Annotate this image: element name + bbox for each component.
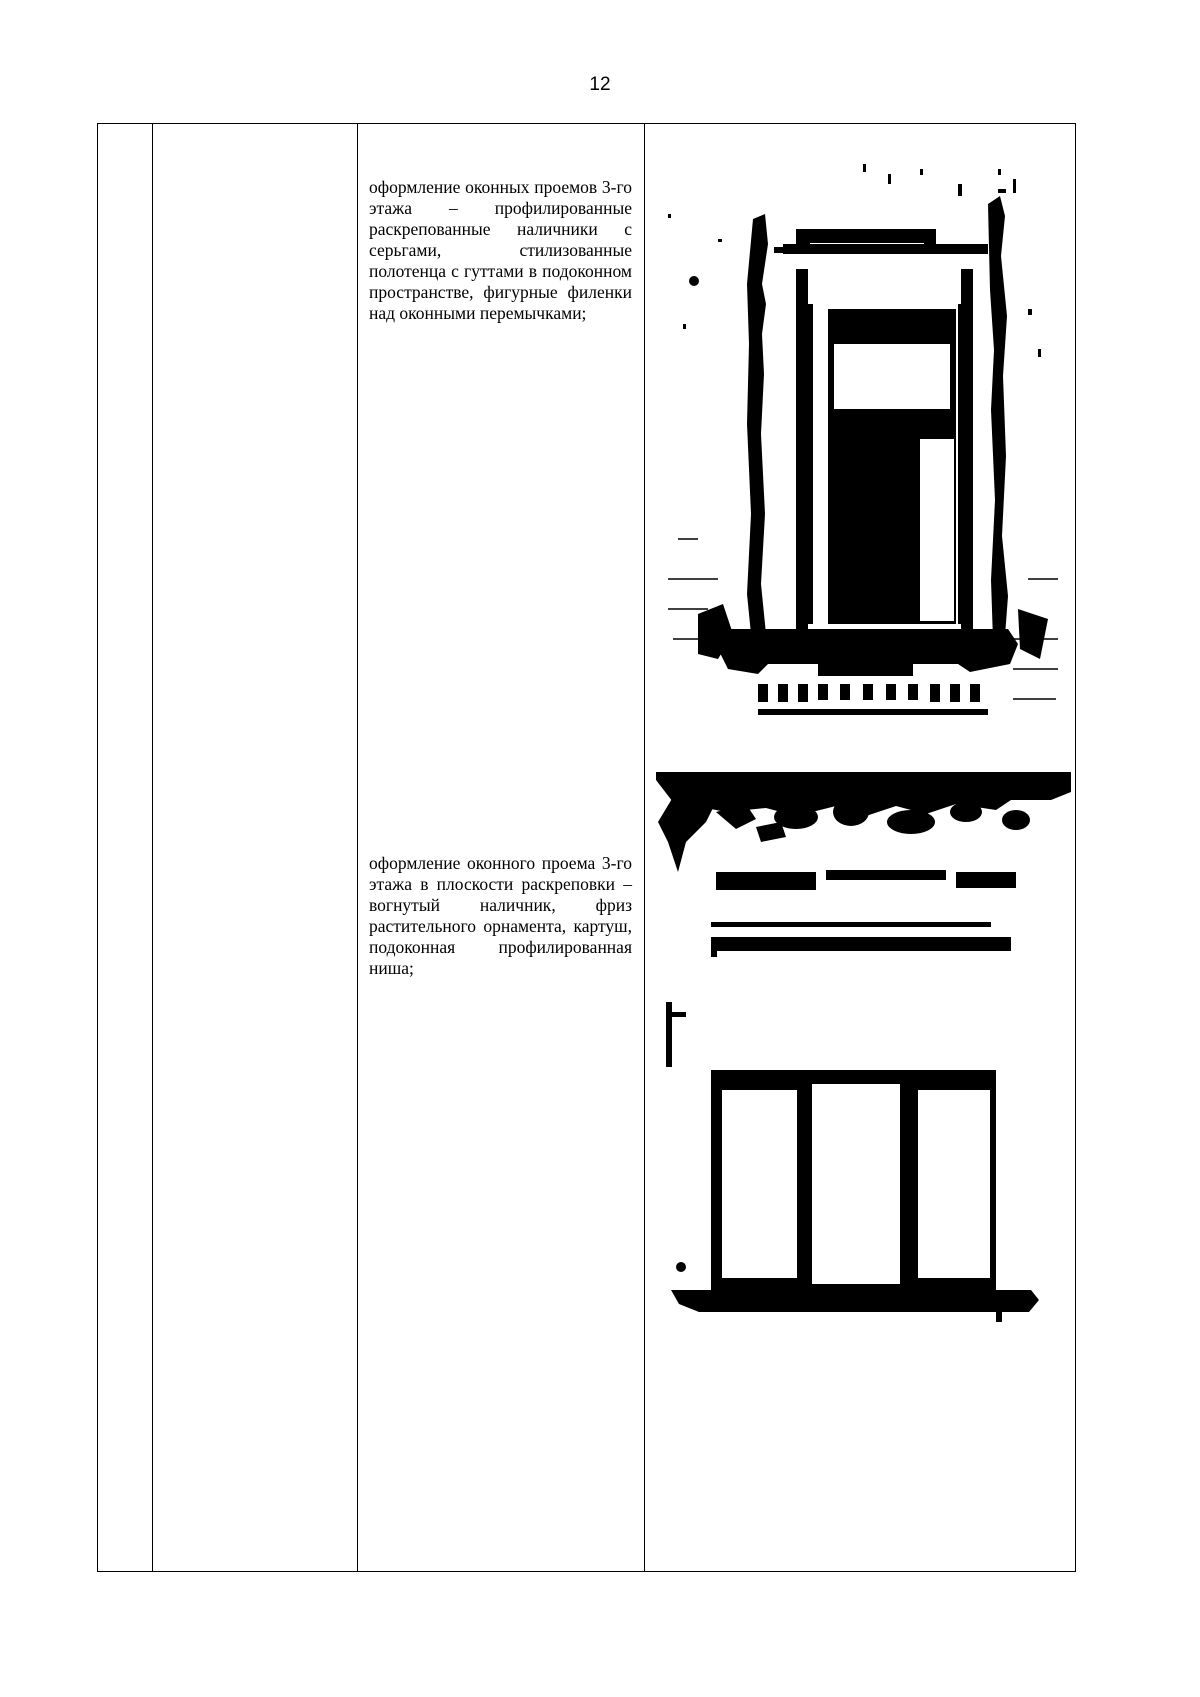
description-window-concave	[369, 853, 632, 979]
document-table	[97, 123, 1076, 1572]
column-divider	[152, 124, 153, 1571]
description-text: оформление оконного проема 3-го этажа в плоскости раскреповки – вогнутый наличник, фриз растительного орнамента, картуш, подоконная профилированная ниша;	[369, 853, 632, 978]
photo-window-casings	[658, 159, 1068, 729]
description-window-casings	[369, 177, 632, 324]
column-divider	[644, 124, 645, 1571]
page-number: 12	[589, 74, 611, 95]
column-divider	[357, 124, 358, 1571]
photo-window-concave	[656, 772, 1071, 1332]
description-text: оформление оконных проемов 3-го этажа – профилированные раскрепованные наличники с серьгами, стилизованные полотенца с гуттами в подоконном пространстве, фигурные филенки над оконными перемычками;	[369, 177, 632, 323]
